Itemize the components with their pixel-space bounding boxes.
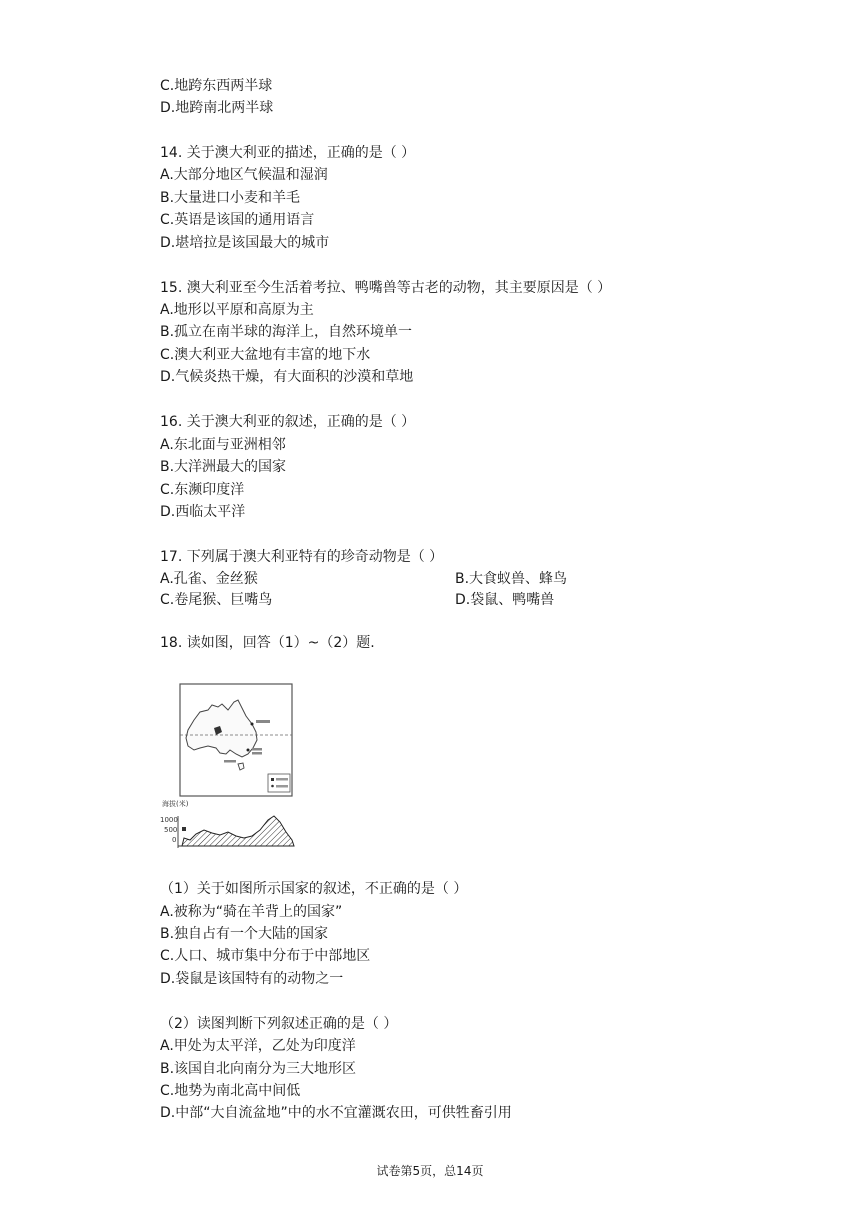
q18-stem: 18. 读如图，回答（1）~（2）题. (160, 635, 375, 651)
q14-option-b: B.大量进口小麦和羊毛 (160, 190, 301, 206)
map-label-mark (256, 720, 270, 723)
tick-label: 500 (164, 826, 178, 834)
q18-2-option-a: A.甲处为太平洋，乙处为印度洋 (160, 1038, 356, 1054)
q17-stem: 17. 下列属于澳大利亚特有的珍奇动物是（ ） (160, 549, 444, 565)
city-dot (247, 749, 250, 752)
q18-1-option-a: A.被称为“骑在羊背上的国家” (160, 904, 343, 920)
q15-option-c: C.澳大利亚大盆地有丰富的地下水 (160, 347, 371, 363)
q18-1-option-c: C.人口、城市集中分布于中部地区 (160, 948, 371, 964)
q18-2-option-c: C.地势为南北高中间低 (160, 1083, 301, 1099)
profile-ylabel: 海拔(米) (162, 800, 189, 808)
q13-option-d: D.地跨南北两半球 (160, 100, 274, 116)
tick-label: 1000 (160, 816, 178, 824)
q18-1-stem: （1）关于如图所示国家的叙述，不正确的是（ ） (160, 881, 468, 897)
map-label-mark (252, 752, 262, 755)
map-legend (268, 774, 290, 792)
q18-2-option-b: B.该国自北向南分为三大地形区 (160, 1061, 357, 1077)
q14-option-d: D.堪培拉是该国最大的城市 (160, 235, 330, 251)
q17-option-c: C.卷尾猴、巨嘴鸟 (160, 592, 273, 608)
q16-option-d: D.西临太平洋 (160, 504, 246, 520)
map-label-mark (252, 748, 262, 751)
q18-figure (160, 680, 300, 852)
q18-2-stem: （2）读图判断下列叙述正确的是（ ） (160, 1016, 398, 1032)
q16-option-a: A.东北面与亚洲相邻 (160, 437, 286, 453)
q14-option-c: C.英语是该国的通用语言 (160, 212, 315, 228)
q17-option-b: B.大食蚁兽、蜂鸟 (455, 571, 568, 587)
q14-option-a: A.大部分地区气候温和湿润 (160, 167, 328, 183)
q15-stem: 15. 澳大利亚至今生活着考拉、鸭嘴兽等古老的动物，其主要原因是（ ） (160, 280, 612, 296)
tick-label: 0 (172, 836, 177, 844)
page-footer: 试卷第5页，总14页 (376, 1164, 484, 1178)
city-dot (251, 723, 254, 726)
q16-option-b: B.大洋洲最大的国家 (160, 459, 287, 475)
elevation-profile (182, 816, 294, 846)
q15-option-d: D.气候炎热干燥，有大面积的沙漠和草地 (160, 369, 414, 385)
q14-stem: 14. 关于澳大利亚的描述，正确的是（ ） (160, 145, 416, 161)
q15-option-a: A.地形以平原和高原为主 (160, 302, 314, 318)
q13-option-c: C.地跨东西两半球 (160, 78, 273, 94)
australia-map-figure (160, 680, 300, 852)
q16-stem: 16. 关于澳大利亚的叙述，正确的是（ ） (160, 414, 416, 430)
q18-2-option-d: D.中部“大自流盆地”中的水不宜灌溉农田，可供牲畜引用 (160, 1105, 512, 1121)
q16-option-c: C.东濒印度洋 (160, 482, 245, 498)
map-label-mark (224, 760, 236, 763)
q17-option-d: D.袋鼠、鸭嘴兽 (455, 592, 555, 608)
q18-1-option-d: D.袋鼠是该国特有的动物之一 (160, 971, 344, 987)
q15-option-b: B.孤立在南半球的海洋上，自然环境单一 (160, 324, 413, 340)
profile-marker (182, 827, 186, 831)
q17-option-a: A.孔雀、金丝猴 (160, 571, 258, 587)
q18-1-option-b: B.独自占有一个大陆的国家 (160, 926, 329, 942)
